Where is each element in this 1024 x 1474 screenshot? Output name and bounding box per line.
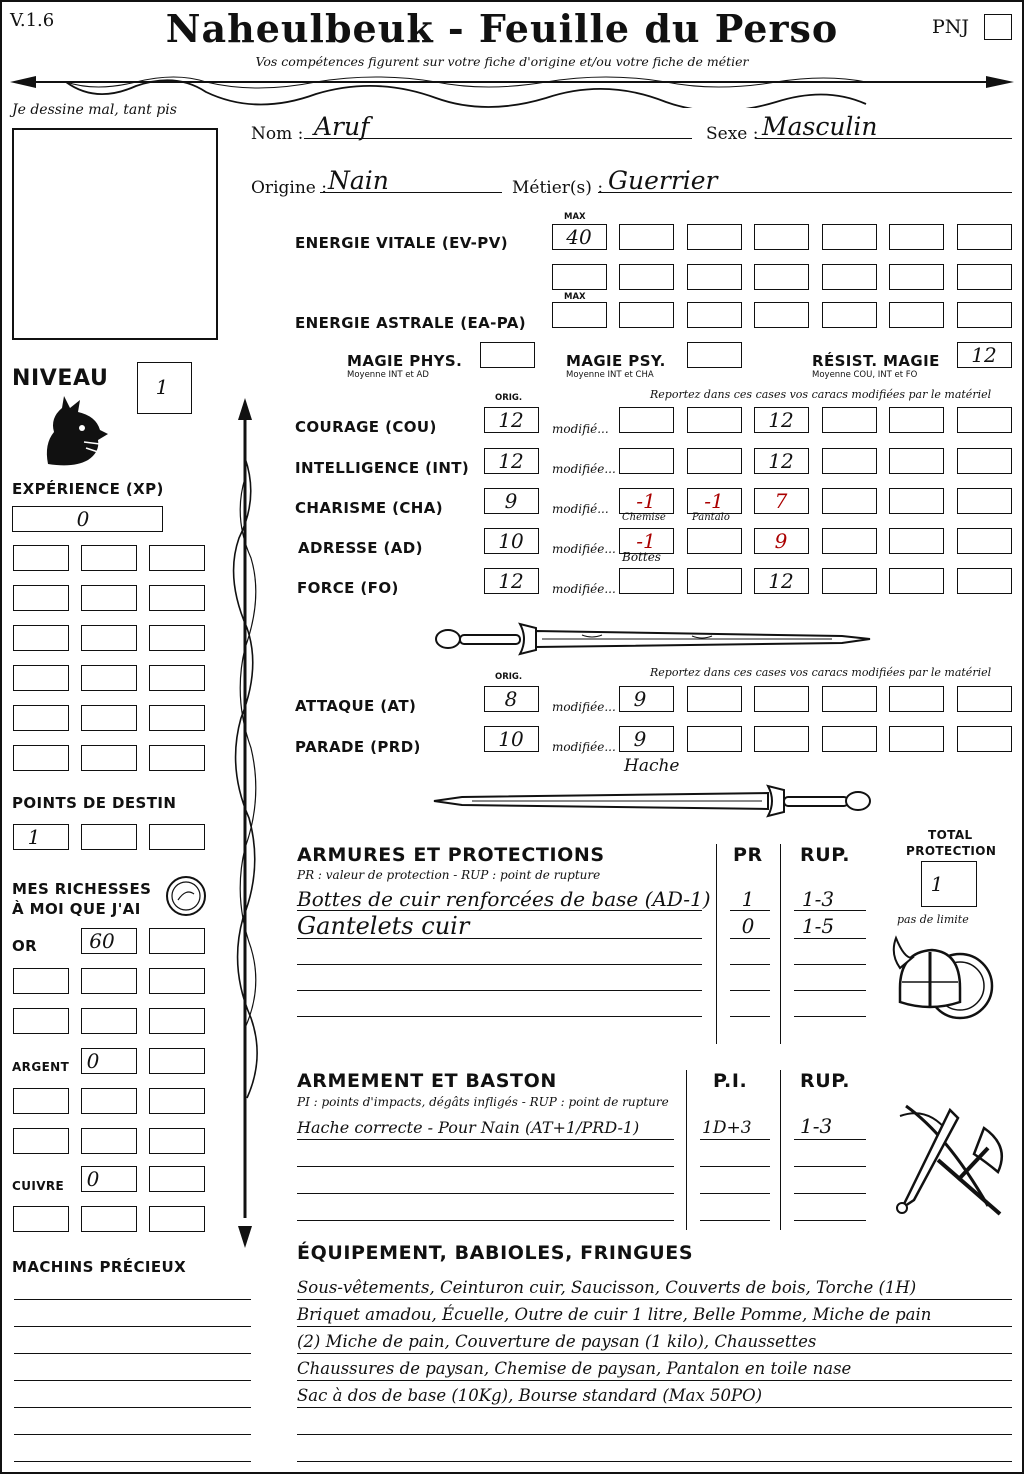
carac-modif-label: modifiée... — [552, 542, 616, 556]
or-cell[interactable] — [13, 1008, 69, 1034]
sword-icon — [432, 616, 872, 662]
xp-cell[interactable] — [149, 545, 205, 571]
cuivre-cell[interactable] — [149, 1166, 205, 1192]
armement-col-rup: RUP. — [800, 1070, 851, 1092]
page-title: Naheulbeuk - Feuille du Perso — [165, 6, 839, 51]
carac-orig-value: 9 — [504, 489, 518, 513]
argent-cell[interactable] — [149, 1088, 205, 1114]
ea-cell[interactable] — [619, 302, 674, 328]
carac-mod-cell[interactable] — [889, 568, 944, 594]
armures-subtitle: PR : valeur de protection - RUP : point de rupture — [297, 868, 601, 882]
carac-mod-value: -1 — [636, 489, 656, 513]
xp-cell[interactable] — [81, 585, 137, 611]
equipement-line-text: Sac à dos de base (10Kg), Bourse standard (Max 50PO) — [297, 1386, 763, 1405]
metier-label: Métier(s) : — [512, 178, 604, 198]
carac-mod-cell[interactable] — [957, 528, 1012, 554]
arme-line[interactable] — [297, 1139, 674, 1140]
equipement-line-text: Briquet amadou, Écuelle, Outre de cuir 1 litre, Belle Pomme, Miche de pain — [297, 1305, 932, 1324]
dragon-icon — [40, 394, 110, 468]
ev-cell[interactable] — [754, 224, 809, 250]
carac-mod-cell[interactable] — [687, 407, 742, 433]
xp-cell[interactable] — [81, 665, 137, 691]
argent-cell[interactable] — [149, 1048, 205, 1074]
sword-icon — [432, 778, 872, 824]
combat-mod-cell[interactable] — [822, 686, 877, 712]
armures-divider — [716, 844, 717, 1044]
sexe-value: Masculin — [762, 112, 878, 141]
or-cell[interactable] — [81, 1008, 137, 1034]
carac-mod-cell[interactable] — [687, 448, 742, 474]
ea-max-label: MAX — [564, 292, 586, 302]
cuivre-cell[interactable] — [149, 1206, 205, 1232]
combat-mod-cell[interactable] — [957, 686, 1012, 712]
magie-psy-label: MAGIE PSY. — [566, 352, 666, 370]
xp-cell[interactable] — [81, 625, 137, 651]
ea-max-box[interactable] — [552, 302, 607, 328]
carac-mod-cell[interactable] — [754, 488, 809, 514]
carac-modif-label: modifié... — [552, 422, 609, 436]
equipement-line[interactable] — [297, 1353, 1012, 1354]
ev-max-value: 40 — [566, 225, 592, 249]
carac-mod-note: Bottes — [622, 550, 661, 564]
carac-label: COURAGE (COU) — [295, 418, 437, 436]
armures-col-pr: PR — [733, 844, 763, 866]
ev-cell[interactable] — [754, 264, 809, 290]
combat-mod-cell[interactable] — [822, 726, 877, 752]
cuivre-cell[interactable] — [81, 1206, 137, 1232]
carac-orig-value: 10 — [498, 529, 524, 553]
equipement-line[interactable] — [297, 1326, 1012, 1327]
combat-mod-cell[interactable] — [889, 686, 944, 712]
combat-mod-cell[interactable] — [619, 726, 674, 752]
combat-mod-cell[interactable] — [619, 686, 674, 712]
arme-pi-line[interactable] — [700, 1139, 770, 1140]
combat-label: PARADE (PRD) — [295, 738, 421, 756]
combat-mod-cell[interactable] — [889, 726, 944, 752]
niveau-value: 1 — [155, 375, 169, 399]
ev-label: ENERGIE VITALE (EV-PV) — [295, 234, 508, 252]
combat-mod-cell[interactable] — [687, 726, 742, 752]
or-label: OR — [12, 937, 38, 955]
combat-note: Hache — [624, 756, 680, 776]
armement-divider — [780, 1070, 781, 1230]
carac-mod-cell[interactable] — [619, 407, 674, 433]
arme-pi-line[interactable] — [700, 1220, 770, 1221]
ev-cell[interactable] — [957, 264, 1012, 290]
carac-mod-note: Pantalo — [692, 512, 730, 523]
magie-phys-box[interactable] — [480, 342, 535, 368]
argent-cell[interactable] — [13, 1128, 69, 1154]
xp-cell[interactable] — [13, 625, 69, 651]
armure-rup-line[interactable] — [794, 938, 866, 939]
arme-rup-line[interactable] — [794, 1220, 866, 1221]
combat-orig-box[interactable] — [484, 726, 539, 752]
arme-rup-line[interactable] — [794, 1166, 866, 1167]
ev-cell[interactable] — [889, 264, 944, 290]
arme-rup-line[interactable] — [794, 1193, 866, 1194]
arme-name: Hache correcte - Pour Nain (AT+1/PRD-1) — [297, 1118, 640, 1137]
carac-mod-value: 12 — [768, 408, 794, 432]
carac-mod-cell[interactable] — [822, 448, 877, 474]
armure-line[interactable] — [297, 910, 702, 911]
destin-cell[interactable] — [81, 824, 137, 850]
xp-cell[interactable] — [13, 665, 69, 691]
caracs-orig-label: ORIG. — [495, 393, 523, 403]
combat-modif-label: modifiée... — [552, 700, 616, 714]
carac-mod-cell[interactable] — [687, 528, 742, 554]
machins-line[interactable] — [14, 1434, 251, 1435]
resist-magie-value: 12 — [971, 343, 997, 367]
armure-name: Gantelets cuir — [297, 912, 470, 940]
ea-cell[interactable] — [687, 302, 742, 328]
carac-mod-cell[interactable] — [957, 488, 1012, 514]
machins-line[interactable] — [14, 1461, 251, 1462]
helmet-shield-icon — [890, 928, 1000, 1034]
ev-cell[interactable] — [619, 224, 674, 250]
armure-name: Bottes de cuir renforcées de base (AD-1) — [297, 887, 711, 911]
combat-modif-label: modifiée... — [552, 740, 616, 754]
carac-mod-cell[interactable] — [822, 528, 877, 554]
armure-line[interactable] — [297, 1016, 702, 1017]
combat-label: ATTAQUE (AT) — [295, 697, 417, 715]
ev-cell[interactable] — [822, 224, 877, 250]
armure-pr: 1 — [741, 887, 755, 911]
carac-mod-cell[interactable] — [687, 568, 742, 594]
combat-mod-value: 9 — [633, 687, 647, 711]
niveau-label: NIVEAU — [12, 366, 109, 391]
combat-mod-cell[interactable] — [687, 686, 742, 712]
arme-pi-line[interactable] — [700, 1193, 770, 1194]
ev-cell[interactable] — [687, 264, 742, 290]
ea-cell[interactable] — [957, 302, 1012, 328]
xp-cell[interactable] — [13, 745, 69, 771]
carac-mod-cell[interactable] — [754, 528, 809, 554]
origine-label: Origine : — [251, 178, 327, 198]
ev-cell[interactable] — [619, 264, 674, 290]
armure-pr-line[interactable] — [730, 938, 770, 939]
arme-rup-line[interactable] — [794, 1139, 866, 1140]
carac-mod-cell[interactable] — [889, 528, 944, 554]
page-subtitle: Vos compétences figurent sur votre fiche d'origine et/ou votre fiche de métier — [255, 54, 749, 69]
argent-label: ARGENT — [12, 1060, 70, 1074]
armure-rup-line[interactable] — [794, 990, 866, 991]
ev-max-label: MAX — [564, 212, 586, 222]
ev-cell[interactable] — [889, 224, 944, 250]
total-protection-note: pas de limite — [897, 913, 969, 926]
equipement-line-text: Sous-vêtements, Ceinturon cuir, Saucisson, Couverts de bois, Torche (1H) — [297, 1278, 917, 1297]
armure-pr-line[interactable] — [730, 910, 770, 911]
carac-orig-box[interactable] — [484, 448, 539, 474]
armure-pr-line[interactable] — [730, 990, 770, 991]
armure-rup: 1-3 — [801, 887, 835, 911]
or-cell[interactable] — [149, 928, 205, 954]
destin-cell[interactable] — [149, 824, 205, 850]
sexe-label: Sexe : — [706, 124, 759, 144]
armure-rup-line[interactable] — [794, 964, 866, 965]
carac-orig-value: 12 — [498, 569, 524, 593]
armures-title: ARMURES ET PROTECTIONS — [297, 844, 605, 866]
destin-label: POINTS DE DESTIN — [12, 794, 177, 812]
carac-mod-cell[interactable] — [822, 568, 877, 594]
carac-mod-cell[interactable] — [889, 448, 944, 474]
xp-cell[interactable] — [81, 545, 137, 571]
weapons-icon — [888, 1096, 1012, 1220]
carac-mod-value: 12 — [768, 569, 794, 593]
armures-col-rup: RUP. — [800, 844, 851, 866]
argent-cell[interactable] — [81, 1088, 137, 1114]
machins-label: MACHINS PRÉCIEUX — [12, 1258, 187, 1276]
or-cell[interactable] — [81, 968, 137, 994]
magie-psy-note: Moyenne INT et CHA — [566, 370, 654, 380]
carac-mod-value: -1 — [704, 489, 724, 513]
machins-line[interactable] — [14, 1380, 251, 1381]
cuivre-cell[interactable] — [13, 1206, 69, 1232]
arme-pi-line[interactable] — [700, 1166, 770, 1167]
arme-line[interactable] — [297, 1166, 674, 1167]
total-protection-box[interactable] — [921, 861, 977, 907]
portrait-frame[interactable] — [12, 128, 218, 340]
combat-mod-cell[interactable] — [957, 726, 1012, 752]
combat-orig-value: 8 — [504, 687, 518, 711]
carac-mod-value: 12 — [768, 449, 794, 473]
combat-report-note: Reportez dans ces cases vos caracs modifiées par le matériel — [650, 666, 992, 679]
carac-label: CHARISME (CHA) — [295, 499, 443, 517]
combat-orig-box[interactable] — [484, 686, 539, 712]
carac-label: FORCE (FO) — [297, 579, 399, 597]
destin-value: 1 — [27, 825, 41, 849]
armure-rup: 1-5 — [801, 914, 835, 938]
armement-subtitle: PI : points d'impacts, dégâts infligés - RUP : point de rupture — [297, 1095, 669, 1109]
carac-label: ADRESSE (AD) — [298, 539, 423, 557]
ea-cell[interactable] — [822, 302, 877, 328]
carac-modif-label: modifiée... — [552, 582, 616, 596]
nom-label: Nom : — [251, 124, 304, 144]
equipement-line[interactable] — [297, 1380, 1012, 1381]
xp-box[interactable] — [12, 506, 163, 532]
niveau-box[interactable] — [137, 362, 192, 414]
carac-mod-cell[interactable] — [754, 568, 809, 594]
machins-line[interactable] — [14, 1353, 251, 1354]
total-protection-value: 1 — [930, 872, 944, 896]
cuivre-cell[interactable] — [81, 1166, 137, 1192]
ea-cell[interactable] — [754, 302, 809, 328]
carac-mod-cell[interactable] — [754, 407, 809, 433]
xp-cell[interactable] — [149, 705, 205, 731]
carac-orig-box[interactable] — [484, 528, 539, 554]
equipement-line[interactable] — [297, 1434, 1012, 1435]
ev-max-box[interactable] — [552, 224, 607, 250]
portrait-caption: Je dessine mal, tant pis — [12, 102, 177, 118]
metier-value: Guerrier — [608, 166, 718, 195]
xp-cell[interactable] — [13, 585, 69, 611]
ev-cell[interactable] — [687, 224, 742, 250]
arme-line[interactable] — [297, 1193, 674, 1194]
equipement-line[interactable] — [297, 1299, 1012, 1300]
carac-mod-cell[interactable] — [754, 448, 809, 474]
carac-mod-cell[interactable] — [957, 568, 1012, 594]
vertical-spear-icon — [228, 398, 262, 1248]
machins-line[interactable] — [14, 1299, 251, 1300]
arme-pi: 1D+3 — [702, 1118, 752, 1138]
destin-cell[interactable] — [13, 824, 69, 850]
argent-value: 0 — [86, 1049, 100, 1073]
carac-mod-cell[interactable] — [822, 407, 877, 433]
richesses-label-1: MES RICHESSES — [12, 880, 152, 898]
combat-mod-cell[interactable] — [754, 686, 809, 712]
argent-cell[interactable] — [13, 1088, 69, 1114]
carac-mod-cell[interactable] — [822, 488, 877, 514]
xp-cell[interactable] — [13, 545, 69, 571]
combat-mod-value: 9 — [633, 727, 647, 751]
carac-orig-box[interactable] — [484, 407, 539, 433]
armure-line[interactable] — [297, 938, 702, 939]
armure-rup-line[interactable] — [794, 1016, 866, 1017]
ea-label: ENERGIE ASTRALE (EA-PA) — [295, 314, 527, 332]
carac-orig-box[interactable] — [484, 568, 539, 594]
carac-orig-value: 12 — [498, 408, 524, 432]
magie-phys-label: MAGIE PHYS. — [347, 352, 463, 370]
armure-pr-line[interactable] — [730, 964, 770, 965]
cuivre-value: 0 — [86, 1167, 100, 1191]
origine-value: Nain — [328, 166, 389, 195]
carac-mod-cell[interactable] — [619, 448, 674, 474]
armement-divider — [686, 1070, 687, 1230]
armures-divider — [780, 844, 781, 1044]
ea-cell[interactable] — [889, 302, 944, 328]
magie-psy-box[interactable] — [687, 342, 742, 368]
magie-phys-note: Moyenne INT et AD — [347, 370, 429, 380]
or-cell[interactable] — [13, 968, 69, 994]
equipement-line[interactable] — [297, 1407, 1012, 1408]
armure-rup-line[interactable] — [794, 910, 866, 911]
armement-col-pi: P.I. — [713, 1070, 748, 1092]
xp-cell[interactable] — [149, 585, 205, 611]
arme-line[interactable] — [297, 1220, 674, 1221]
arme-rup: 1-3 — [800, 1114, 833, 1138]
combat-orig-label: ORIG. — [495, 672, 523, 682]
pnj-checkbox[interactable] — [984, 14, 1012, 40]
armement-title: ARMEMENT ET BASTON — [297, 1070, 557, 1092]
xp-cell[interactable] — [149, 665, 205, 691]
carac-mod-cell[interactable] — [889, 407, 944, 433]
machins-line[interactable] — [14, 1407, 251, 1408]
armure-line[interactable] — [297, 990, 702, 991]
ev-cell[interactable] — [552, 264, 607, 290]
combat-mod-cell[interactable] — [754, 726, 809, 752]
resist-magie-box[interactable] — [957, 342, 1012, 368]
carac-mod-cell[interactable] — [957, 407, 1012, 433]
carac-modif-label: modifié... — [552, 502, 609, 516]
armure-line[interactable] — [297, 964, 702, 965]
carac-mod-value: 9 — [774, 529, 788, 553]
carac-mod-cell[interactable] — [687, 488, 742, 514]
total-protection-label-1: TOTAL — [928, 828, 973, 842]
or-cell[interactable] — [149, 1008, 205, 1034]
xp-cell[interactable] — [13, 705, 69, 731]
armure-pr: 0 — [741, 914, 755, 938]
version-label: V.1.6 — [10, 10, 55, 31]
carac-modif-label: modifiée... — [552, 462, 616, 476]
richesses-label-2: À MOI QUE J'AI — [12, 900, 141, 918]
xp-cell[interactable] — [81, 745, 137, 771]
or-cell[interactable] — [149, 968, 205, 994]
ev-cell[interactable] — [822, 264, 877, 290]
xp-value: 0 — [76, 507, 90, 531]
resist-magie-label: RÉSIST. MAGIE — [812, 352, 940, 370]
coin-icon — [164, 874, 208, 918]
pnj-label: PNJ — [932, 16, 970, 38]
machins-line[interactable] — [14, 1326, 251, 1327]
carac-orig-box[interactable] — [484, 488, 539, 514]
or-cell[interactable] — [81, 928, 137, 954]
carac-mod-cell[interactable] — [889, 488, 944, 514]
resist-magie-note: Moyenne COU, INT et FO — [812, 370, 918, 380]
carac-mod-cell[interactable] — [619, 488, 674, 514]
caracs-report-note: Reportez dans ces cases vos caracs modifiées par le matériel — [650, 388, 992, 401]
carac-mod-value: -1 — [636, 529, 656, 553]
carac-mod-value: 7 — [774, 489, 788, 513]
total-protection-label-2: PROTECTION — [906, 844, 997, 858]
carac-mod-cell[interactable] — [957, 448, 1012, 474]
armure-pr-line[interactable] — [730, 1016, 770, 1017]
equipement-line[interactable] — [297, 1461, 1012, 1462]
xp-cell[interactable] — [81, 705, 137, 731]
xp-cell[interactable] — [149, 745, 205, 771]
carac-mod-cell[interactable] — [619, 568, 674, 594]
argent-cell[interactable] — [149, 1128, 205, 1154]
ev-cell[interactable] — [957, 224, 1012, 250]
equipement-line-text: (2) Miche de pain, Couverture de paysan (1 kilo), Chaussettes — [297, 1332, 817, 1351]
or-value: 60 — [89, 929, 115, 953]
carac-orig-value: 12 — [498, 449, 524, 473]
carac-mod-note: Chemise — [622, 512, 666, 523]
argent-cell[interactable] — [81, 1048, 137, 1074]
xp-cell[interactable] — [149, 625, 205, 651]
xp-label: EXPÉRIENCE (XP) — [12, 480, 164, 498]
combat-orig-value: 10 — [498, 727, 524, 751]
equipement-line-text: Chaussures de paysan, Chemise de paysan, Pantalon en toile nase — [297, 1359, 852, 1378]
equipement-title: ÉQUIPEMENT, BABIOLES, FRINGUES — [297, 1242, 694, 1264]
nom-value: Aruf — [314, 112, 370, 141]
argent-cell[interactable] — [81, 1128, 137, 1154]
carac-label: INTELLIGENCE (INT) — [295, 459, 470, 477]
cuivre-label: CUIVRE — [12, 1179, 65, 1193]
